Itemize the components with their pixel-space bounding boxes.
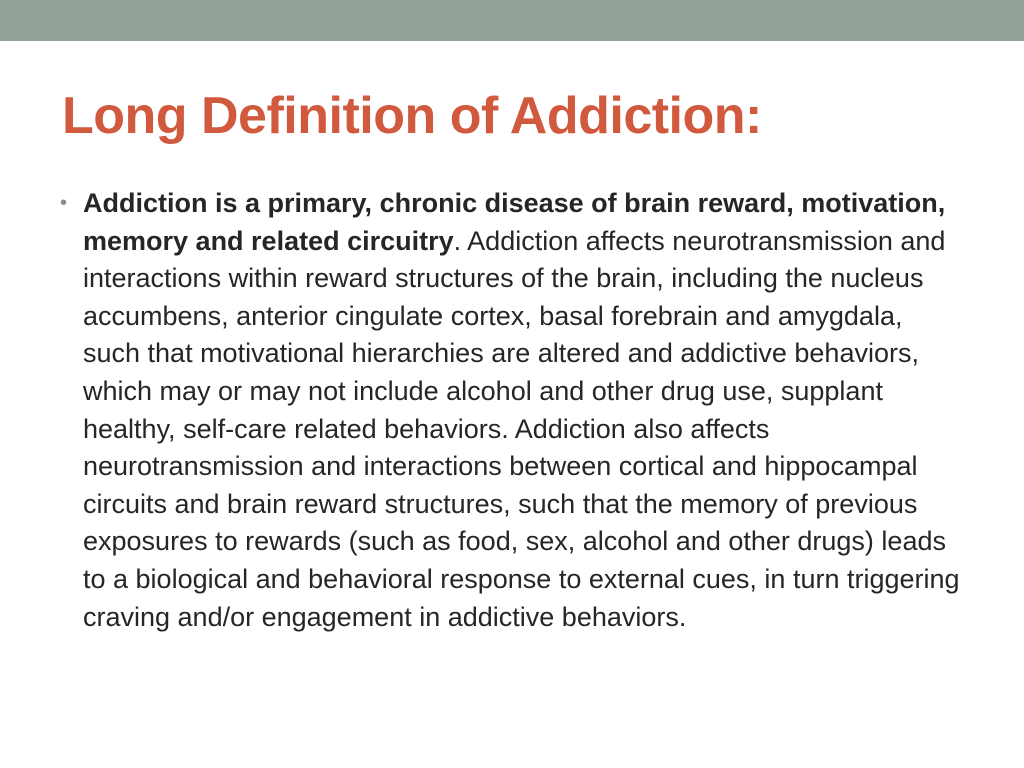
bullet-icon: • [60,192,68,214]
definition-body-text: . Addiction affects neurotransmission and interactions within reward structures of the brain, including the nucleus accumbens, anterior cingulate cortex, basal forebrain and amygdala, such that motivational hierarchies are altered and addictive behaviors, which may or may not include alcohol and other drug use, supplant healthy, self-care related behaviors. Addiction also affects neurotransmission and interactions between cortical and hippocampal circuits and brain reward structures, such that the memory of previous exposures to rewards (such as food, sex, alcohol and other drugs) leads to a biological and behavioral response to external cues, in turn triggering craving and/or engagement in addictive behaviors. [83,225,960,632]
slide-title: Long Definition of Addiction: [62,87,762,145]
top-accent-bar [0,0,1024,41]
bullet-item [60,185,960,636]
definition-bold-text: Addiction is a primary, chronic disease of brain reward, motivation, memory and related circuitry [83,188,946,256]
bullet-list [60,185,960,636]
